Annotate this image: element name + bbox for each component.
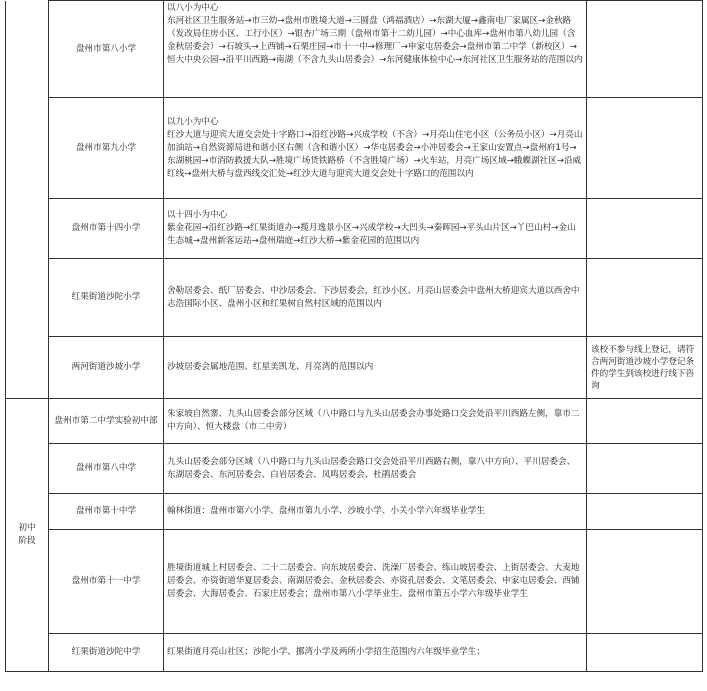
level-label: 初中 阶段 bbox=[6, 399, 49, 672]
note-cell bbox=[587, 199, 703, 259]
school-name: 盘州市第二中学实验初中部 bbox=[49, 399, 164, 444]
school-name: 盘州市第十一中学 bbox=[49, 530, 164, 634]
note-cell: 该校不参与线上登记，请符合两河街道沙坡小学登记条件的学生到该校进行线下咨询 bbox=[587, 337, 703, 399]
school-name: 盘州市第十四小学 bbox=[49, 199, 164, 259]
zone-description bbox=[164, 259, 587, 337]
note-cell bbox=[587, 530, 703, 634]
zone-text: 舍勒居委会、纸厂居委会、中沙居委会、下沙居委会，红沙小区、月亮山居委会中盘州大桥迎宾大道以西舍中志浩国际小区、盘州小区和红果树自然村区域的范围以内 bbox=[167, 285, 580, 309]
zone-description bbox=[164, 1, 587, 98]
zone-description bbox=[164, 337, 587, 399]
zone-description bbox=[164, 399, 587, 444]
zone-heading: 以八小为中心 bbox=[167, 3, 219, 13]
zone-text: 紫金花园→沿红沙路→红果街道办→揽月逸景小区→兴成学校→大凹头→秦晖园→平头山片区→丫巴山村→金山生态城→盘州新客运站→盘州瑞庭→红沙大桥→紫金花园的范围以内 bbox=[167, 223, 576, 246]
zone-heading: 以十四小为中心 bbox=[167, 210, 228, 220]
zone-text: 东河社区卫生服务站→市三幼→盘州市胜境大道→三圆盘（鸿福酒店）→东湖大厦→鑫南电厂家属区→金秋路（发改局住房小区、工行小区）→银杏广场三期（盘州市第十二幼儿园）→中心血库→盘州市第八幼儿园（含金秋居委会）→石坡头→上西铺→石栗庄园→市十一中→修理厂→申家屯居委会→盘州市第二中学（新校区）→恒大中央公园→沿平川西路→南湖（不含九头山居委会）→东河健康体检中心→东河社区卫生服务站的范围以内 bbox=[167, 16, 583, 65]
school-name: 盘州市第十中学 bbox=[49, 494, 164, 530]
level-cell bbox=[6, 1, 49, 399]
note-cell bbox=[587, 259, 703, 337]
table-row bbox=[6, 98, 703, 199]
zone-description bbox=[164, 494, 587, 530]
school-name: 红果街道沙陀小学 bbox=[49, 259, 164, 337]
zone-heading: 以九小为中心 bbox=[167, 116, 219, 127]
table-row bbox=[6, 530, 703, 634]
zone-text: 红果街道月亮山社区；沙陀小学、挪湾小学及两所小学招生范围内六年级毕业学生； bbox=[167, 647, 485, 657]
zone-description bbox=[164, 444, 587, 494]
zone-text: 翰林街道：盘州市第六小学、盘州市第九小学、沙坡小学、小关小学六年级毕业学生 bbox=[167, 506, 485, 516]
note-cell bbox=[587, 494, 703, 530]
zone-text: 朱家坡自然寨、九头山居委会部分区域（八中路口与九头山居委会办事处路口交会处沿平川西路左侧，靠市二中方向）、恒大楼盘（市二中旁） bbox=[167, 409, 580, 432]
zone-description bbox=[164, 98, 587, 199]
zone-text: 沙坡居委会属地范围、红星美凯龙、月亮湾的范围以内 bbox=[167, 362, 374, 372]
table-row bbox=[6, 199, 703, 259]
enrollment-zone-table bbox=[5, 0, 703, 672]
school-name: 盘州市第八中学 bbox=[49, 444, 164, 494]
table-row bbox=[6, 1, 703, 98]
note-cell bbox=[587, 98, 703, 199]
table-row bbox=[6, 399, 703, 444]
school-name: 两河街道沙坡小学 bbox=[49, 337, 164, 399]
table-row bbox=[6, 634, 703, 672]
table-row bbox=[6, 494, 703, 530]
note-cell bbox=[587, 1, 703, 98]
zone-description bbox=[164, 530, 587, 634]
zone-text: 九头山居委会部分区域（八中路口与九头山居委会路口交会处沿平川西路右侧，靠八中方向）、平川居委会、东湖居委会、东河居委会、白岩居委会、凤鸣居委会、杜鹃居委会 bbox=[167, 456, 576, 480]
table-row bbox=[6, 337, 703, 399]
note-cell bbox=[587, 444, 703, 494]
school-name: 红果街道沙陀中学 bbox=[49, 634, 164, 672]
zone-description bbox=[164, 634, 587, 672]
zone-description bbox=[164, 199, 587, 259]
table-row bbox=[6, 444, 703, 494]
table-row bbox=[6, 259, 703, 337]
zone-text: 胜境街道城上村居委会、二十二居委会、向东坡居委会、洗澡厂居委会、练山坡居委会、上街居委会、大麦地居委会、亦资街道华夏居委会、南湖居委会、金秋居委会、亦资孔居委会、文笔居委会、申家屯居委会、西铺居委会、大海居委会、石家庄居委会；盘州市第八小学毕业生、盘州市第五小学六年级毕业学生 bbox=[167, 563, 580, 599]
zone-text: 红沙大道与迎宾大道交会处十字路口→沿红沙路→兴成学校（不含）→月亮山住宅小区（公务员小区）→月亮山加油站→自然资源局进和谐小区右侧（含和谐小区）→华屯居委会→小冲居委会→王家山安置点→盘州府1号→东湖桃园→市消防救援大队→胜境广场货铁路桥（不含胜境广场）→火车站，月亮广场区域→蛾蝶湖社区→沿威红线→盘州大桥与盘西线交汇处→红沙大道与迎宾大道交会处十字路口的范围以内 bbox=[167, 129, 583, 179]
note-cell bbox=[587, 399, 703, 444]
school-name: 盘州市第九小学 bbox=[49, 98, 164, 199]
school-name: 盘州市第八小学 bbox=[49, 1, 164, 98]
note-cell bbox=[587, 634, 703, 672]
